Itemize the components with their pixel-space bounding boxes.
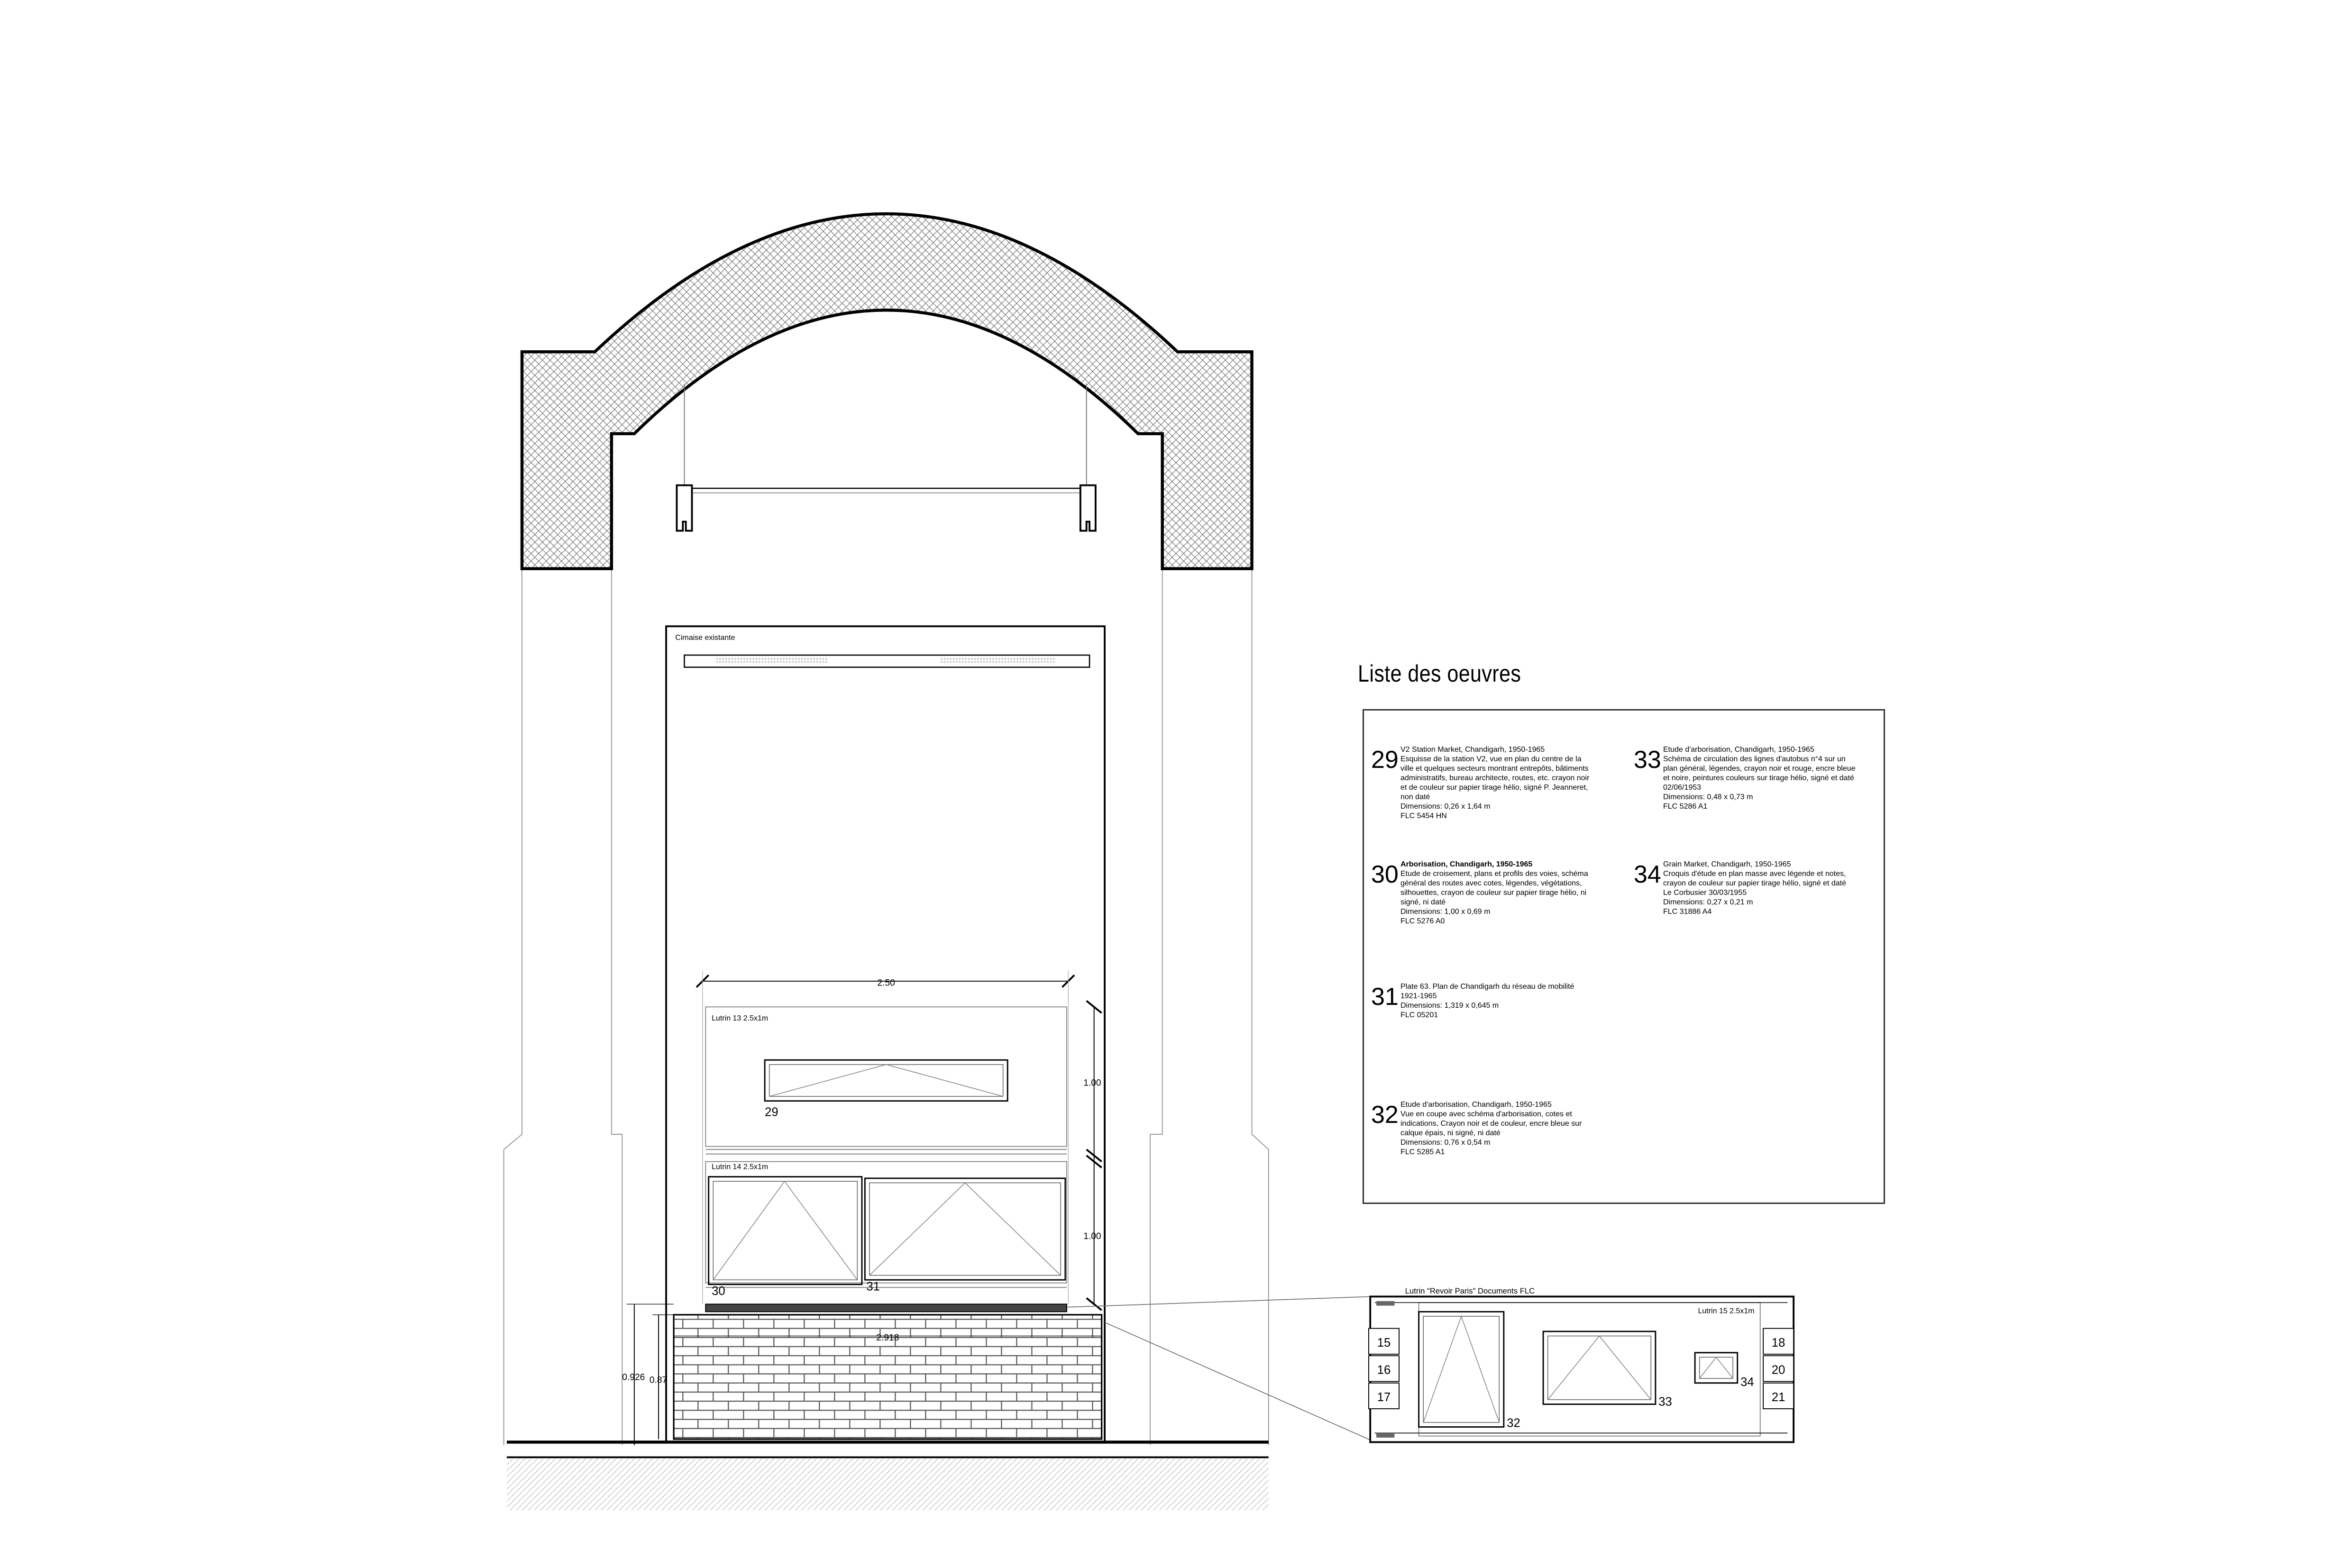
- list-item-line: administratifs, bureau architecte, routes, etc. crayon noir: [1400, 774, 1590, 782]
- detail-label-strip: [1376, 1301, 1394, 1306]
- list-item: [1371, 1100, 1603, 1157]
- artwork-number-31: 31: [866, 1280, 880, 1294]
- list-item-line: Dimensions: 0,26 x 1,64 m: [1400, 802, 1491, 811]
- artwork-number-30: 30: [712, 1285, 725, 1298]
- list-item-line: Esquisse de la station V2, vue en plan du centre de la: [1400, 755, 1582, 763]
- list-item-line: FLC 5286 A1: [1663, 802, 1708, 811]
- detail-right-number-18: 18: [1771, 1336, 1785, 1349]
- list-item-text: [1663, 860, 1846, 917]
- ground-hatch: [507, 1459, 1269, 1511]
- list-item-line: FLC 5276 A0: [1400, 917, 1445, 925]
- list-item-number: 31: [1371, 983, 1399, 1011]
- list-item-line: Etude d'arborisation, Chandigarh, 1950-1965: [1663, 746, 1814, 754]
- list-item-line: 1921-1965: [1400, 992, 1437, 1000]
- list-item-line: Grain Market, Chandigarh, 1950-1965: [1663, 860, 1791, 868]
- list-item-line: Le Corbusier 30/03/1955: [1663, 889, 1747, 897]
- list-item: [1634, 860, 1866, 917]
- artwork-list: [1363, 709, 1885, 1204]
- list-item-line: et de couleur sur papier tirage hélio, signé P. Jeanneret,: [1400, 784, 1588, 792]
- list-item-number: 34: [1634, 861, 1661, 888]
- detail-right-number-20: 20: [1771, 1363, 1785, 1377]
- list-item-number: 29: [1371, 746, 1399, 774]
- detail-left-number-17: 17: [1377, 1391, 1391, 1404]
- list-item-text: [1400, 1100, 1582, 1157]
- list-item-line: et noire, peintures couleurs sur tirage hélio, signé et daté: [1663, 774, 1854, 782]
- dimension-height-upper: 1.00: [1083, 1078, 1101, 1088]
- list-item-text: [1400, 745, 1589, 821]
- list-item-line: Etude d'arborisation, Chandigarh, 1950-1965: [1400, 1101, 1552, 1109]
- list-item-line: signé, ni daté: [1400, 898, 1446, 906]
- lutrin-15-label: Lutrin 15 2.5x1m: [1698, 1307, 1755, 1315]
- list-item-line: Plate 63. Plan de Chandigarh du réseau de mobilité: [1400, 983, 1574, 991]
- detail-left-number-15: 15: [1377, 1336, 1391, 1349]
- artwork-number-29: 29: [765, 1105, 778, 1119]
- list-item-line: Dimensions: 0,27 x 0,21 m: [1663, 898, 1753, 906]
- cimaise-label: Cimaise existante: [675, 634, 735, 642]
- artwork-number-34: 34: [1740, 1376, 1754, 1389]
- artwork-number-33: 33: [1658, 1395, 1672, 1409]
- list-item-line: Schéma de circulation des lignes d'autobus n°4 sur un: [1663, 755, 1846, 763]
- list-item: [1634, 745, 1866, 811]
- list-item-line: crayon de couleur sur papier tirage hélio, signé et daté: [1663, 879, 1847, 887]
- detail-left-number-16: 16: [1377, 1363, 1391, 1377]
- list-item-line: FLC 5454 HN: [1400, 812, 1447, 820]
- dimension-base-total: 0.926: [622, 1372, 645, 1383]
- list-item-line: Dimensions: 0,48 x 0,73 m: [1663, 793, 1753, 801]
- list-item-number: 32: [1371, 1101, 1399, 1129]
- list-item-line: Vue en coupe avec schéma d'arborisation, cotes et: [1400, 1110, 1572, 1118]
- list-item-line: Croquis d'étude en plan masse avec légende et notes,: [1663, 870, 1846, 878]
- list-item-line: FLC 31886 A4: [1663, 908, 1712, 916]
- list-item: [1371, 982, 1603, 1020]
- list-item-line: ville et quelques secteurs montrant entrepôts, bâtiments: [1400, 765, 1589, 773]
- detail-label-strip: [1376, 1433, 1394, 1438]
- light-rail-fill: [941, 658, 1054, 664]
- lutrin-14: [705, 1162, 1067, 1288]
- list-item-number: 30: [1371, 861, 1399, 888]
- list-item-line: indications, Crayon noir et de couleur, encre bleue sur: [1400, 1120, 1582, 1128]
- list-item-line: Dimensions: 1,00 x 0,69 m: [1400, 908, 1491, 916]
- list-item-text: [1400, 982, 1574, 1020]
- artwork-number-32: 32: [1507, 1416, 1520, 1430]
- dimension-base-height: 0.87: [649, 1375, 668, 1386]
- list-item-line: FLC 05201: [1400, 1011, 1438, 1019]
- list-item-line: Dimensions: 0,76 x 0,54 m: [1400, 1139, 1491, 1147]
- list-item-line: Etude de croisement, plans et profils des voies, schéma: [1400, 870, 1588, 878]
- list-item-line: 02/06/1953: [1663, 784, 1702, 792]
- arch: [522, 214, 1252, 569]
- light-rail-fill: [715, 658, 829, 664]
- list-item-line: V2 Station Market, Chandigarh, 1950-1965: [1400, 746, 1545, 754]
- dimension-height: [1087, 1001, 1102, 1310]
- lutrin-13: [705, 1007, 1067, 1154]
- lutrin-13-label: Lutrin 13 2.5x1m: [712, 1014, 769, 1023]
- list-item-line: FLC 5285 A1: [1400, 1148, 1445, 1156]
- dimension-base-width: 2.918: [876, 1333, 899, 1343]
- dimension-width-label: 2.50: [877, 978, 895, 988]
- list-item-text: [1663, 745, 1856, 811]
- list-item-line: plan général, légendes, crayon noir et rouge, encre bleue: [1663, 765, 1856, 773]
- list-item-number: 33: [1634, 746, 1661, 774]
- list-item-line: non daté: [1400, 793, 1430, 801]
- detail-lutrin-revoir-paris: [1369, 1296, 1794, 1442]
- lutrin-14-label: Lutrin 14 2.5x1m: [712, 1163, 769, 1171]
- list-item: [1371, 860, 1603, 926]
- list-item-line: silhouettes, crayon de couleur sur papier tirage hélio, ni: [1400, 889, 1587, 897]
- list-item-line: Arborisation, Chandigarh, 1950-1965: [1400, 860, 1533, 868]
- list-item-line: Dimensions: 1,319 x 0,645 m: [1400, 1002, 1499, 1010]
- lutrin-base-strip: [705, 1304, 1067, 1312]
- detail-right-number-21: 21: [1771, 1391, 1785, 1404]
- list-item: [1371, 745, 1603, 821]
- dimension-height-lower: 1.00: [1083, 1231, 1101, 1241]
- list-item-line: calque épais, ni signé, ni daté: [1400, 1129, 1501, 1137]
- list-item-text: [1400, 860, 1588, 926]
- detail-title: Lutrin "Revoir Paris" Documents FLC: [1405, 1286, 1535, 1295]
- cimaise-rail: [677, 383, 1095, 530]
- detail-leader-lines: [1067, 1296, 1372, 1440]
- list-title: Liste des oeuvres: [1358, 660, 1521, 687]
- list-item-line: général des routes avec cotes, légendes, végétations,: [1400, 879, 1582, 887]
